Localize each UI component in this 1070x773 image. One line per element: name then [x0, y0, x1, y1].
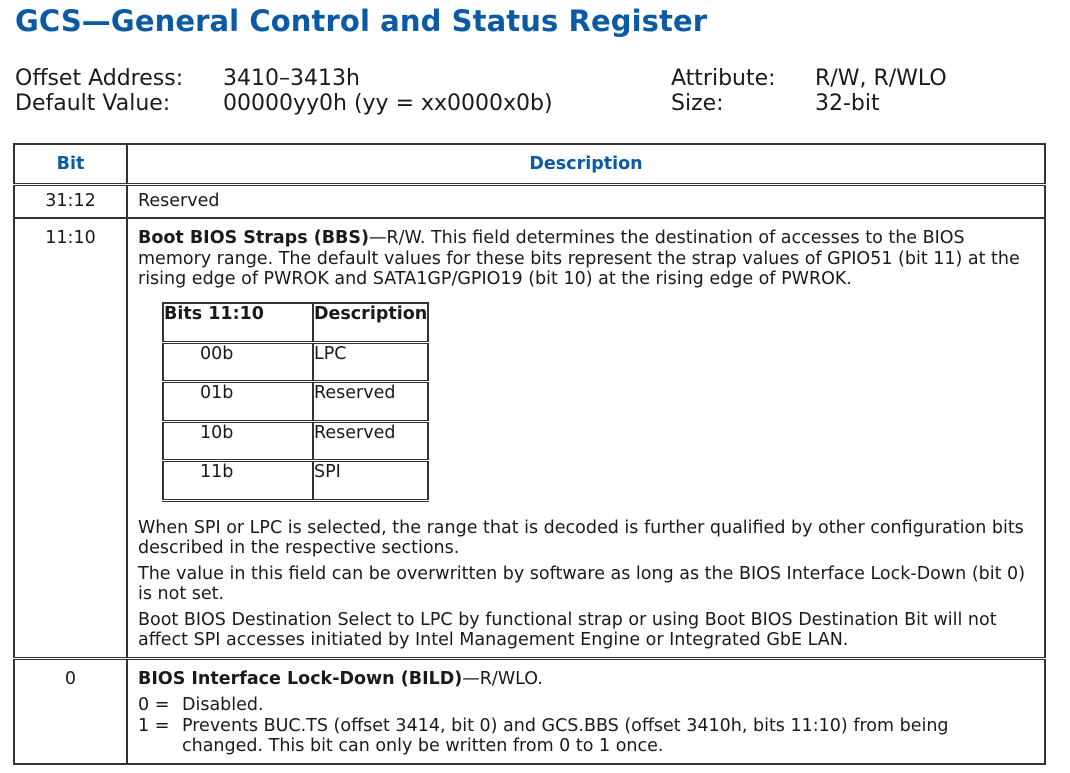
encoding-row: [163, 342, 428, 382]
table-header-row: [14, 144, 1045, 185]
description-cell: Reserved: [127, 185, 1045, 219]
encoding-header-row: [163, 303, 428, 343]
field-access: —R/W. This field determines the destination of accesses to the BIOS memory range. The default values for these bits represent the strap values of GPIO51 (bit 11) at the rising edge of PWROK and SATA1GP/GPIO19 (bit 10) at the rising edge of PWROK.: [138, 228, 1020, 289]
encoding-code: 01b: [163, 382, 313, 422]
encoding-bits-header: Bits 11:10: [163, 303, 313, 343]
encoding-value: Disabled.: [182, 695, 264, 715]
field-name: Boot BIOS Straps (BBS): [138, 228, 369, 248]
attribute-value: R/W, R/WLO: [815, 66, 947, 91]
description-paragraph: Boot BIOS Destination Select to LPC by functional strap or using Boot BIOS Destination Bit will not affect SPI accesses initiated by Intel Management Engine or Integrated GbE LAN.: [138, 609, 997, 650]
encoding-description-header: Description: [313, 303, 428, 343]
encoding-row: [163, 421, 428, 461]
field-intro: [138, 228, 1034, 290]
bit-cell: 31:12: [14, 185, 127, 219]
description-header: Description: [127, 144, 1045, 185]
encoding-code: 10b: [163, 421, 313, 461]
size-label: Size:: [671, 91, 724, 116]
description-paragraph: The value in this field can be overwritten by software as long as the BIOS Interface Lock-Down (bit 0) is not set.: [138, 563, 1026, 604]
description-cell: [127, 658, 1045, 764]
encoding-code: 00b: [163, 342, 313, 382]
bit-cell: 11:10: [14, 218, 127, 658]
encoding-item: [138, 695, 1034, 716]
encoding-item: [138, 716, 1034, 757]
register-table: [13, 143, 1046, 765]
encoding-desc: LPC: [313, 342, 428, 382]
default-value: 00000yy0h (yy = xx0000x0b): [223, 91, 553, 116]
table-row: [14, 658, 1045, 764]
encoding-table: [162, 302, 429, 502]
field-name: BIOS Interface Lock-Down (BILD): [138, 668, 463, 689]
table-row: [14, 185, 1045, 219]
table-row: [14, 218, 1045, 658]
encoding-key: 1 =: [138, 715, 170, 736]
offset-value: 3410–3413h: [223, 66, 360, 91]
description-paragraph: When SPI or LPC is selected, the range that is decoded is further qualified by other configuration bits described in the respective sections.: [138, 517, 1024, 558]
size-value: 32-bit: [815, 91, 880, 116]
field-intro: [138, 669, 1034, 690]
attribute-label: Attribute:: [671, 66, 776, 91]
bit-cell: 0: [14, 658, 127, 764]
encoding-desc: Reserved: [313, 421, 428, 461]
encoding-desc: SPI: [313, 461, 428, 501]
bit-header: Bit: [14, 144, 127, 185]
default-label: Default Value:: [15, 91, 171, 116]
page-title: GCS—General Control and Status Register: [15, 4, 708, 38]
encoding-value: Prevents BUC.TS (offset 3414, bit 0) and GCS.BBS (offset 3410h, bits 11:10) from being changed. This bit can only be written from 0 to 1 once.: [182, 715, 949, 756]
encoding-row: [163, 461, 428, 501]
encoding-code: 11b: [163, 461, 313, 501]
field-access: —R/WLO.: [462, 668, 543, 689]
register-meta: [15, 66, 1055, 118]
encoding-key: 0 =: [138, 695, 170, 715]
encoding-desc: Reserved: [313, 382, 428, 422]
encoding-row: [163, 382, 428, 422]
offset-label: Offset Address:: [15, 66, 184, 91]
description-cell: [127, 218, 1045, 658]
